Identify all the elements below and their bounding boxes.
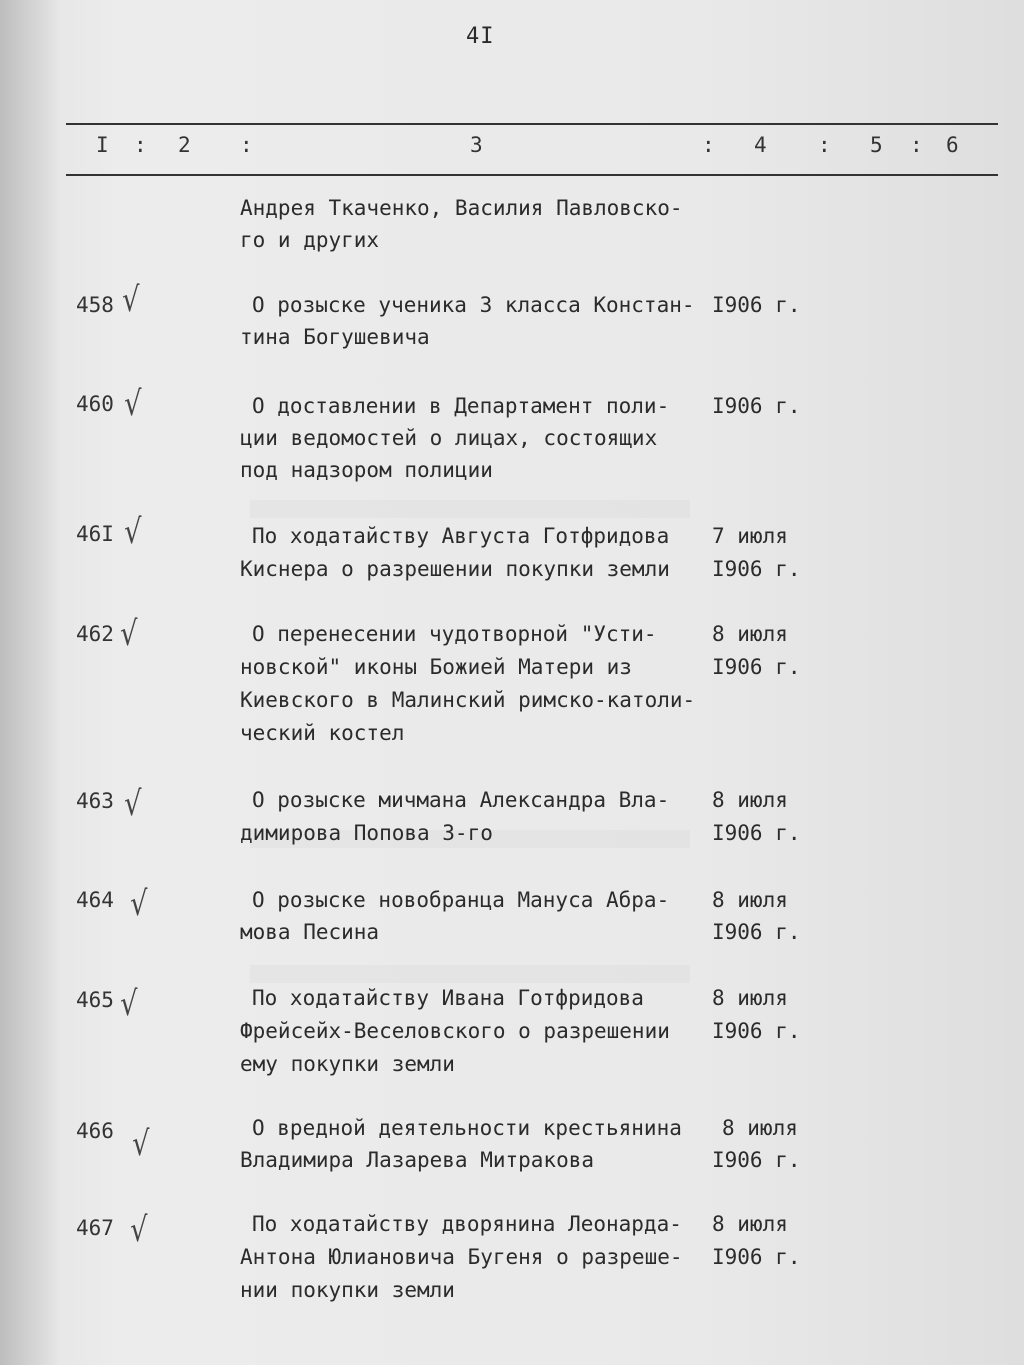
entry-number: 463 <box>76 789 114 813</box>
entry-title-line: тина Богушевича <box>240 325 430 349</box>
entry-title-line: О вредной деятельности крестьянина <box>252 1116 682 1140</box>
entry-title-line: По ходатайству дворянина Леонарда- <box>252 1212 682 1236</box>
entry-date: 7 июля <box>712 524 788 548</box>
checkmark-icon: √ <box>132 1124 150 1164</box>
entry-title-line: Киснера о разрешении покупки земли <box>240 557 670 581</box>
header-rule-top <box>66 123 998 125</box>
checkmark-icon: √ <box>130 1210 148 1250</box>
entry-title-line: По ходатайству Ивана Готфридова <box>252 986 644 1010</box>
entry-title-line: По ходатайству Августа Готфридова <box>252 524 670 548</box>
page-number: 4I <box>466 24 495 49</box>
entry-title-line: мова Песина <box>240 920 380 944</box>
entry-date: I906 г. <box>712 1245 801 1269</box>
checkmark-icon: √ <box>130 884 148 924</box>
checkmark-icon: √ <box>124 384 142 424</box>
entry-date: I906 г. <box>712 1019 801 1043</box>
entry-date: 8 июля <box>722 1116 798 1140</box>
entry-number: 458 <box>76 293 114 317</box>
entry-title-line: ему покупки земли <box>240 1052 455 1076</box>
entry-title-line: О розыске ученика 3 класса Констан- <box>252 293 695 317</box>
column-header-6: 6 <box>946 133 959 157</box>
entry-date: I906 г. <box>712 1148 801 1172</box>
entry-number: 464 <box>76 888 114 912</box>
column-header-5: 5 <box>870 133 883 157</box>
entry-title-line: ции ведомостей о лицах, состоящих <box>240 426 658 450</box>
checkmark-icon: √ <box>124 784 142 824</box>
header-rule-bottom <box>66 174 998 176</box>
bleed-through <box>250 965 690 983</box>
column-separator: : <box>818 133 831 157</box>
entry-title-line: О перенесении чудотворной "Усти- <box>252 622 657 646</box>
column-header-1: I <box>96 133 109 157</box>
entry-number: 46I <box>76 522 114 546</box>
checkmark-icon: √ <box>124 512 142 552</box>
entry-number: 462 <box>76 622 114 646</box>
column-header-3: 3 <box>470 133 483 157</box>
entry-date: I906 г. <box>712 557 801 581</box>
entry-date: I906 г. <box>712 821 801 845</box>
entry-date: 8 июля <box>712 788 788 812</box>
entry-date: I906 г. <box>712 394 801 418</box>
entry-title-line: ческий костел <box>240 721 405 745</box>
continuation-line: го и других <box>240 228 380 252</box>
checkmark-icon: √ <box>120 984 138 1024</box>
column-separator: : <box>134 133 147 157</box>
bleed-through <box>250 500 690 518</box>
entry-number: 465 <box>76 988 114 1012</box>
entry-number: 467 <box>76 1216 114 1240</box>
entry-date: 8 июля <box>712 622 788 646</box>
entry-title-line: димирова Попова 3-го <box>240 821 493 845</box>
entry-date: I906 г. <box>712 293 801 317</box>
entry-title-line: О розыске новобранца Мануса Абра- <box>252 888 670 912</box>
entry-title-line: под надзором полиции <box>240 458 493 482</box>
entry-title-line: Владимира Лазарева Митракова <box>240 1148 595 1172</box>
column-header-2: 2 <box>178 133 191 157</box>
continuation-line: Андрея Ткаченко, Василия Павловско- <box>240 196 683 220</box>
binding-edge <box>0 0 60 1365</box>
entry-title-line: Киевского в Малинский римско-католи- <box>240 688 696 712</box>
entry-title-line: Антона Юлиановича Бугеня о разреше- <box>240 1245 683 1269</box>
column-separator: : <box>910 133 923 157</box>
entry-date: I906 г. <box>712 655 801 679</box>
checkmark-icon: √ <box>122 280 140 320</box>
entry-date: 8 июля <box>712 986 788 1010</box>
entry-title-line: Фрейсейх-Веселовского о разрешении <box>240 1019 670 1043</box>
entry-title-line: О розыске мичмана Александра Вла- <box>252 788 670 812</box>
column-separator: : <box>702 133 715 157</box>
entry-title-line: нии покупки земли <box>240 1278 455 1302</box>
entry-title-line: новской" иконы Божией Матери из <box>240 655 632 679</box>
entry-number: 460 <box>76 392 114 416</box>
entry-date: 8 июля <box>712 1212 788 1236</box>
column-header-4: 4 <box>754 133 767 157</box>
entry-title-line: О доставлении в Департамент поли- <box>252 394 670 418</box>
entry-number: 466 <box>76 1119 114 1143</box>
column-separator: : <box>240 133 253 157</box>
entry-date: I906 г. <box>712 920 801 944</box>
entry-date: 8 июля <box>712 888 788 912</box>
checkmark-icon: √ <box>120 614 138 654</box>
